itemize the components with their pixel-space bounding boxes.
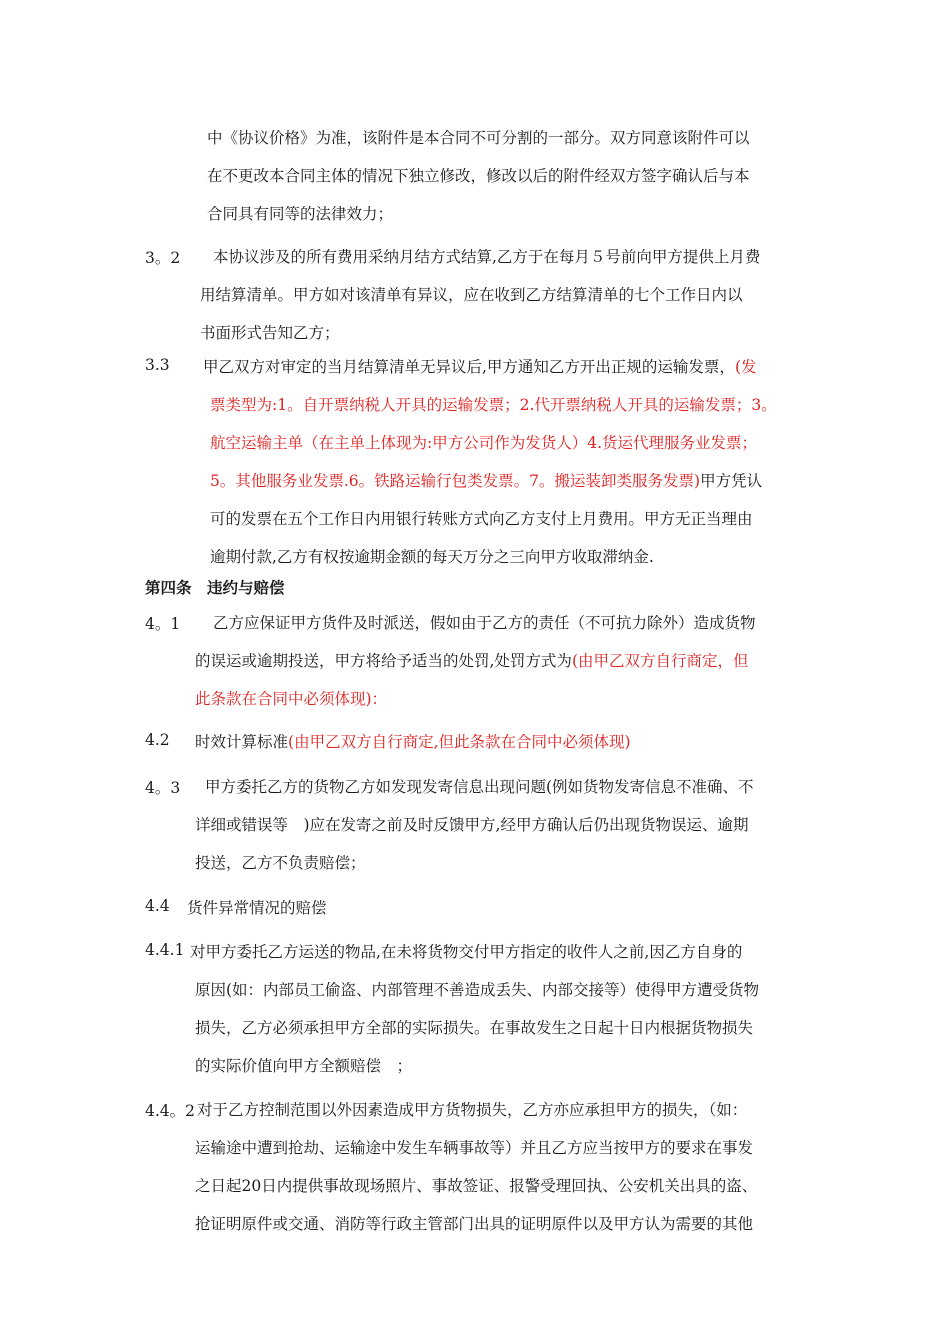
text-segment: 的误运或逾期投送，甲方将给予适当的处罚,处罚方式为 <box>195 652 572 670</box>
text-line: 详细或错误等 )应在发寄之前及时反馈甲方,经甲方确认后仍出现货物误运、逾期 <box>195 816 749 834</box>
red-note: 票类型为:1。自开票纳税人开具的运输发票；2.代开票纳税人开具的运输发票；3。 <box>210 396 777 414</box>
text-line <box>203 356 757 378</box>
red-note: (由甲乙双方自行商定,但此条款在合同中必须体现) <box>288 733 631 751</box>
text-segment: 甲乙双方对审定的当月结算清单无异议后,甲方通知乙方开出正规的运输发票， <box>203 358 735 376</box>
clause-number: 4.4.1 <box>145 941 185 959</box>
section-title: 第四条 违约与赔偿 <box>145 578 285 597</box>
text-line: 之日起20日内提供事故现场照片、事故签证、报警受理回执、公安机关出具的盗、 <box>195 1177 758 1195</box>
clause-number: 3.3 <box>145 356 170 374</box>
text-line: 运输途中遭到抢劫、运输途中发生车辆事故等）并且乙方应当按甲方的要求在事发 <box>195 1139 754 1157</box>
text-line: 乙方应保证甲方货件及时派送，假如由于乙方的责任（不可抗力除外）造成货物 <box>213 614 756 632</box>
text-line <box>195 650 749 672</box>
text-line: 原因(如：内部员工偷盗、内部管理不善造成丢失、内部交接等）使得甲方遭受货物 <box>195 981 760 999</box>
text-line: 损失，乙方必须承担甲方全部的实际损失。在事故发生之日起十日内根据货物损失 <box>195 1019 754 1037</box>
red-note: 5。其他服务业发票.6。铁路运输行包类发票。7。搬运装卸类服务发票) <box>210 472 701 490</box>
red-note: (由甲乙双方自行商定，但 <box>571 652 749 670</box>
text-line: 的实际价值向甲方全额赔偿 ； <box>195 1057 413 1075</box>
clause-number: 4.4。2 <box>145 1102 196 1120</box>
clause-number: 3。2 <box>145 249 181 267</box>
text-line: 对于乙方控制范围以外因素造成甲方货物损失，乙方亦应承担甲方的损失，（如： <box>197 1101 748 1119</box>
red-note: 此条款在合同中必须体现)： <box>195 690 388 708</box>
text-line: 在不更改本合同主体的情况下独立修改，修改以后的附件经双方签字确认后与本 <box>207 167 750 185</box>
text-line <box>210 470 762 492</box>
text-line: 合同具有同等的法律效力； <box>207 205 394 223</box>
clause-number: 4.2 <box>145 731 170 749</box>
text-line: 本协议涉及的所有费用采纳月结方式结算,乙方于在每月５号前向甲方提供上月费 <box>213 248 761 266</box>
text-line: 抢证明原件或交通、消防等行政主管部门出具的证明原件以及甲方认为需要的其他 <box>195 1215 754 1233</box>
text-line: 货件异常情况的赔偿 <box>187 899 327 917</box>
text-line: 可的发票在五个工作日内用银行转账方式向乙方支付上月费用。甲方无正当理由 <box>210 510 753 528</box>
text-line: 用结算清单。甲方如对该清单有异议，应在收到乙方结算清单的七个工作日内以 <box>200 286 743 304</box>
text-line: 逾期付款,乙方有权按逾期金额的每天万分之三向甲方收取滞纳金. <box>210 548 654 566</box>
text-segment: 时效计算标准 <box>195 733 289 751</box>
text-line: 书面形式告知乙方； <box>200 324 340 342</box>
text-line: 甲方委托乙方的货物乙方如发现发寄信息出现问题(例如货物发寄信息不准确、不 <box>205 778 754 796</box>
red-note: 航空运输主单（在主单上体现为:甲方公司作为发货人）4.货运代理服务业发票； <box>210 434 758 452</box>
text-line: 对甲方委托乙方运送的物品,在未将货物交付甲方指定的收件人之前,因乙方自身的 <box>190 943 743 961</box>
clause-number: 4。3 <box>145 779 181 797</box>
clause-number: 4。1 <box>145 615 181 633</box>
text-line: 投送，乙方不负责赔偿； <box>195 854 366 872</box>
text-segment: 甲方凭认 <box>700 472 763 490</box>
red-note: (发 <box>734 358 757 376</box>
text-line <box>195 731 631 753</box>
text-line: 中《协议价格》为准，该附件是本合同不可分割的一部分。双方同意该附件可以 <box>207 129 750 147</box>
clause-number: 4.4 <box>145 897 170 915</box>
